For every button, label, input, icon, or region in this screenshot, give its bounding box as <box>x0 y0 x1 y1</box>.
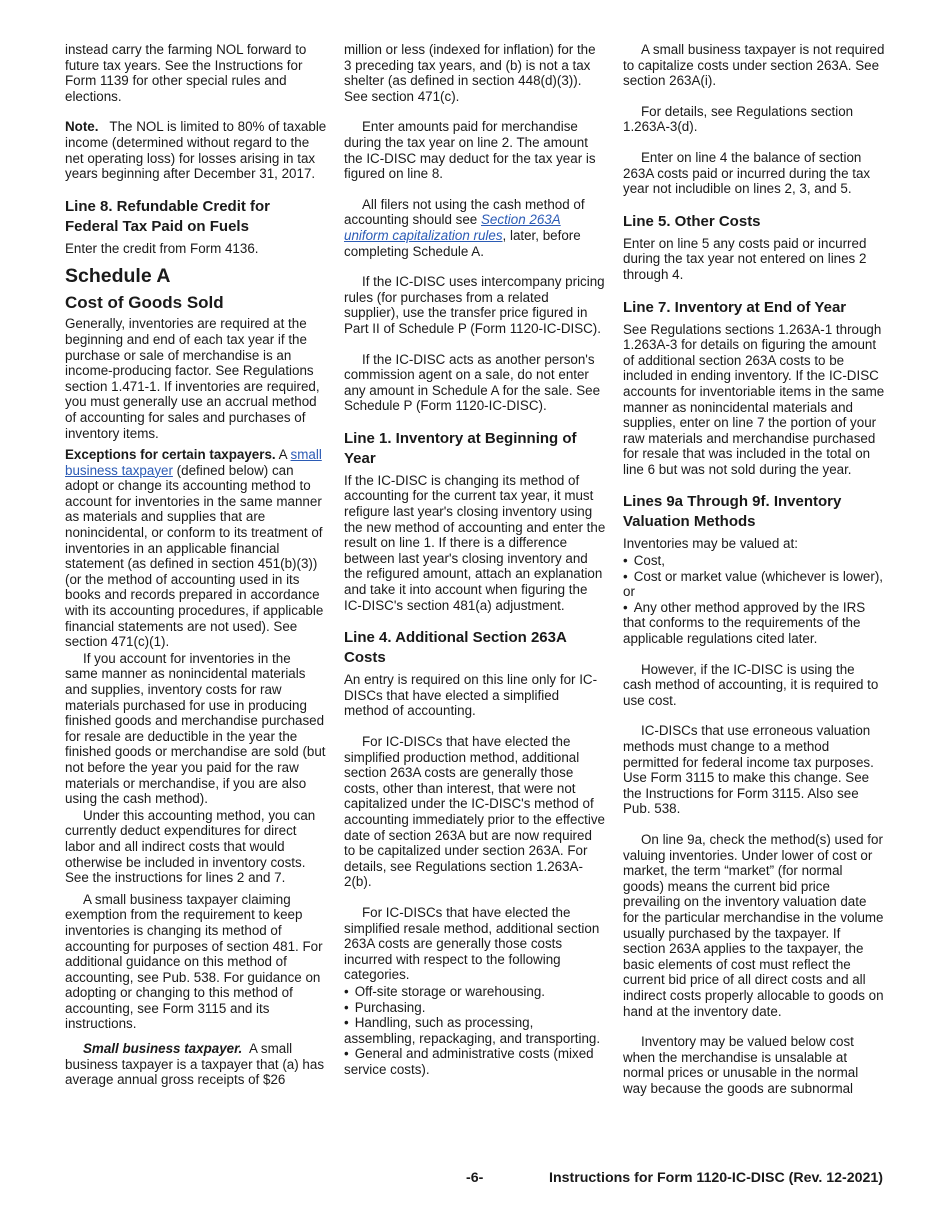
column-right <box>623 42 885 1111</box>
paragraph: Inventories may be valued at: <box>623 536 798 552</box>
list-item: • Off-site storage or warehousing. <box>344 984 606 1000</box>
exceptions-label: Exceptions for certain taxpayers. <box>65 447 276 463</box>
exceptions-paragraph <box>65 447 327 650</box>
uniform-cap-paragraph <box>344 197 606 259</box>
paragraph: If the IC-DISC is changing its method of accounting for the current tax year, it must refigure last year's closing inventory using the new method of accounting and enter the result on line 1. If there is a difference between last year's closing inventory and the refigured amount, attach an explanation and take it into account when figuring the IC-DISC's section 481(a) adjustment. <box>344 472 606 613</box>
note-label: Note. <box>65 119 99 135</box>
column-middle <box>344 42 606 1092</box>
line7-heading: Line 7. Inventory at End of Year <box>623 298 847 316</box>
sbt-paragraph <box>65 1041 327 1088</box>
list-item: • Cost, <box>623 553 885 569</box>
bullet-list <box>623 553 885 647</box>
list-item: • Any other method approved by the IRS that conforms to the requirements of the applicable regulations cited later. <box>623 600 885 647</box>
note-text: The NOL is limited to 80% of taxable income (determined without regard to the net operating loss) for losses arising in tax years beginning after December 31, 2017. <box>65 119 327 182</box>
exceptions-text: (defined below) can adopt or change its accounting method to account for inventories in the same manner as materials and supplies that are nonincidental, or conform to its treatment of inventories in an applicable financial statement (as defined in section 451(b)(3)) (or the method of accounting used in its books and records prepared in accordance with its accounting procedures, if applicable financial statements are not used). See section 471(c)(1). <box>65 462 324 650</box>
page-number: -6- <box>466 1170 484 1186</box>
sbt-label: Small business taxpayer. <box>83 1041 243 1057</box>
bullet-list <box>344 984 606 1078</box>
note-paragraph <box>65 119 327 181</box>
list-item: • Handling, such as processing, assembling, repackaging, and transporting. <box>344 1015 606 1046</box>
line4-heading: Line 4. Additional Section 263A Costs <box>344 629 567 667</box>
exceptions-pre: A <box>278 447 287 463</box>
paragraph: IC-DISCs that use erroneous valuation methods must change to a method permitted for federal income tax purposes. Use Form 3115 to make this change. See the Instructions for Form 3115. Also see Pub. 538. <box>623 723 874 817</box>
small-business-taxpayer-link[interactable]: small business taxpayer <box>65 447 322 478</box>
paragraph: Enter amounts paid for merchandise during the tax year on line 2. The amount the IC-DISC may deduct for the tax year is figured on line 8. <box>344 119 596 182</box>
line5-heading: Line 5. Other Costs <box>623 212 761 230</box>
paragraph: For IC-DISCs that have elected the simplified production method, additional section 263A costs are generally those costs, other than interest, that were not capitalized under the IC-DISC's method of accounting immediately prior to the effective date of section 263A but are now required to be capitalized under section 263A. For details, see Regulations section 1.263A-2(b). <box>344 734 606 890</box>
list-item: • Cost or market value (whichever is lower), or <box>623 569 885 600</box>
sbt-text: A small business taxpayer is a taxpayer that (a) has average annual gross receipts of $26 <box>65 1041 325 1088</box>
footer-title: Instructions for Form 1120-IC-DISC (Rev. 12-2021) <box>549 1170 884 1186</box>
line8-heading: Line 8. Refundable Credit for Federal Tax Paid on Fuels <box>65 197 271 235</box>
lines9-heading: Lines 9a Through 9f. Inventory Valuation Methods <box>623 493 842 531</box>
paragraph: A small business taxpayer is not required to capitalize costs under section 263A. See section 263A(i). <box>623 42 885 89</box>
paragraph: Inventory may be valued below cost when the merchandise is unsalable at normal prices or unusable in the normal way because the goods are subnormal <box>623 1034 859 1096</box>
column-left <box>65 42 327 1103</box>
paragraph: If the IC-DISC acts as another person's commission agent on a sale, do not enter any amount in Schedule A for the sale. See Schedule P (Form 1120-IC-DISC). <box>344 351 601 414</box>
paragraph: If the IC-DISC uses intercompany pricing rules (for purchases from a related supplier), use the transfer price figured in Part II of Schedule P (Form 1120-IC-DISC). <box>344 274 605 336</box>
list-item: • Purchasing. <box>344 1000 606 1016</box>
paragraph: However, if the IC-DISC is using the cash method of accounting, it is required to use cost. <box>623 661 879 708</box>
paragraph: Enter the credit from Form 4136. <box>65 240 259 256</box>
cogs-heading: Cost of Goods Sold <box>65 293 224 313</box>
paragraph: Enter on line 5 any costs paid or incurred during the tax year not entered on lines 2 through 4. <box>623 235 867 282</box>
p3-post: , later, before completing Schedule A. <box>344 227 581 259</box>
paragraph: Enter on line 4 the balance of section 263A costs paid or incurred during the tax year not includible on lines 2, 3, and 5. <box>623 149 871 197</box>
paragraph: A small business taxpayer claiming exemption from the requirement to keep inventories is changing its method of accounting for purposes of section 481. For additional guidance on this method of accounting, see Pub. 538. For guidance on adopting or changing to this method of accounting, see Form 3115 and its instructions. <box>65 891 323 1032</box>
line1-heading: Line 1. Inventory at Beginning of Year <box>344 429 577 467</box>
paragraph: For IC-DISCs that have elected the simplified resale method, additional section 263A costs are generally those costs incurred with respect to the following categories. <box>344 904 600 983</box>
paragraph: On line 9a, check the method(s) used for valuing inventories. Under lower of cost or market, the term “market” (for normal goods) means the current bid price prevailing on the inventory valuation date for the particular merchandise in the volume usually purchased by the taxpayer. If section 263A applies to the taxpayer, the basic elements of cost must reflect the current bid price of all direct costs and all indirect costs properly allocable to goods on hand at the inventory date. <box>623 831 884 1019</box>
paragraph: See Regulations sections 1.263A-1 through 1.263A-3 for details on figuring the amount of additional section 263A costs to be included in ending inventory. If the IC-DISC accounts for inventoriable items in the same manner as nonincidental materials and supplies, enter on line 7 the portion of your raw materials and merchandise purchased for resale that was included in the total on line 6 but was not sold during the year. <box>623 321 885 477</box>
paragraph: Under this accounting method, you can currently deduct expenditures for direct labor and all indirect costs that would otherwise be included in inventory costs. See the instructions for lines 2 and 7. <box>65 807 316 886</box>
list-item: • General and administrative costs (mixed service costs). <box>344 1046 606 1077</box>
paragraph: If you account for inventories in the same manner as nonincidental materials and supplies, inventory costs for raw materials purchased for use in producing finished goods and merchandise purchased for resale are deductible in the year the finished goods or merchandise are sold (but not before the year you paid for the raw materials or merchandise, if you are also using the cash method). <box>65 650 326 807</box>
paragraph: instead carry the farming NOL forward to future tax years. See the Instructions for Form 1139 for other special rules and elections. <box>65 42 307 104</box>
paragraph: An entry is required on this line only for IC-DISCs that have elected a simplified method of accounting. <box>344 672 598 719</box>
paragraph: Generally, inventories are required at the beginning and end of each tax year if the purchase or sale of merchandise is an income-producing factor. See Regulations section 1.471-1. If inventories are required, you must generally use an accrual method of accounting for sales and purchases of inventory items. <box>65 316 320 441</box>
p3-pre: All filers not using the cash method of accounting should see <box>344 196 585 228</box>
paragraph: million or less (indexed for inflation) for the 3 preceding tax years, and (b) is not a tax shelter (as defined in section 448(d)(3)). See section 471(c). <box>344 42 596 104</box>
section-263a-link[interactable]: Section 263A uniform capitalization rules <box>344 212 561 243</box>
paragraph: For details, see Regulations section 1.263A-3(d). <box>623 103 854 135</box>
schedule-a-heading: Schedule A <box>65 265 171 288</box>
